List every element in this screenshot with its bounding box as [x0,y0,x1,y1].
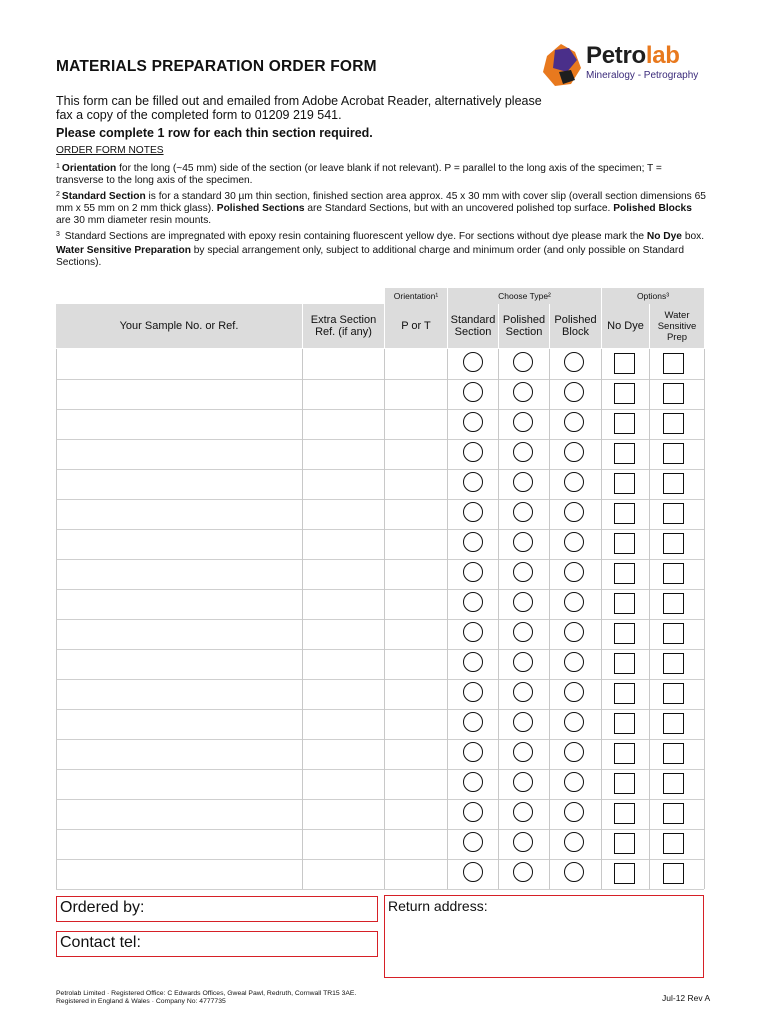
note-2-marker: 2 [56,191,60,198]
extra-section-ref-cell[interactable] [303,349,384,379]
table-row [56,559,704,590]
polished-section-radio[interactable] [513,382,533,402]
logo-wordmark [586,42,680,70]
no-dye-checkbox[interactable] [614,653,635,674]
polished-block-radio[interactable] [564,442,584,462]
no-dye-checkbox[interactable] [614,863,635,884]
standard-section-radio[interactable] [463,532,483,552]
p-or-t-cell[interactable] [385,499,447,529]
no-dye-checkbox[interactable] [614,533,635,554]
p-or-t-cell[interactable] [385,349,447,379]
polished-block-radio[interactable] [564,352,584,372]
note-section-types [56,189,706,227]
header-extra-section-ref: Extra Section Ref. (if any) [303,304,384,348]
standard-section-radio[interactable] [463,502,483,522]
note-2-text-3: are 30 mm diameter resin mounts. [56,215,212,226]
note-1-marker: 1 [56,163,60,170]
polished-block-radio[interactable] [564,742,584,762]
p-or-t-cell[interactable] [385,379,447,409]
polished-section-radio[interactable] [513,502,533,522]
water-sensitive-checkbox[interactable] [663,803,684,824]
sample-ref-cell[interactable] [56,829,302,859]
water-sensitive-checkbox[interactable] [663,413,684,434]
sample-ref-cell[interactable] [56,349,302,379]
table-row [56,709,704,740]
p-or-t-cell[interactable] [385,769,447,799]
table-row [56,409,704,440]
no-dye-checkbox[interactable] [614,773,635,794]
column-divider [549,349,550,889]
p-or-t-cell[interactable] [385,559,447,589]
sample-ref-cell[interactable] [56,649,302,679]
column-divider [447,349,448,889]
sample-ref-cell[interactable] [56,799,302,829]
note-4-text: by special arrangement only, subject to additional charge and minimum order (and only possible on Standard Sections). [56,245,684,268]
logo-tagline: Mineralogy - Petrography [586,70,699,81]
note-water-sensitive [56,245,706,269]
polished-section-radio[interactable] [513,862,533,882]
standard-section-radio[interactable] [463,562,483,582]
p-or-t-cell[interactable] [385,709,447,739]
table-row [56,439,704,470]
column-divider [601,349,602,889]
polished-block-radio[interactable] [564,862,584,882]
revision-label: Jul-12 Rev A [662,993,711,1003]
water-sensitive-checkbox[interactable] [663,623,684,644]
column-divider [704,349,705,889]
intro-line-1: This form can be filled out and emailed from Adobe Acrobat Reader, alternatively please [56,94,542,108]
standard-section-radio[interactable] [463,622,483,642]
water-sensitive-checkbox[interactable] [663,533,684,554]
sample-ref-cell[interactable] [56,709,302,739]
standard-section-radio[interactable] [463,352,483,372]
extra-section-ref-cell[interactable] [303,799,384,829]
p-or-t-cell[interactable] [385,739,447,769]
polished-block-radio[interactable] [564,832,584,852]
polished-section-radio[interactable] [513,442,533,462]
table-row [56,799,704,830]
polished-section-radio[interactable] [513,742,533,762]
table-row [56,619,704,650]
sample-ref-cell[interactable] [56,559,302,589]
no-dye-checkbox[interactable] [614,593,635,614]
sample-ref-cell[interactable] [56,679,302,709]
column-divider [649,349,650,889]
table-row [56,379,704,410]
standard-section-radio[interactable] [463,472,483,492]
table-row [56,769,704,800]
petrolab-logo [541,42,711,88]
extra-section-ref-cell[interactable] [303,619,384,649]
header-polished-section: Polished Section [499,304,549,348]
footer-line-2: Registered in England & Wales · Company No: 4777735 [56,998,226,1005]
sample-ref-cell[interactable] [56,379,302,409]
intro-text [56,94,616,122]
group-options: Options³ [602,288,704,304]
no-dye-checkbox[interactable] [614,473,635,494]
polished-section-radio[interactable] [513,412,533,432]
water-sensitive-checkbox[interactable] [663,353,684,374]
no-dye-checkbox[interactable] [614,683,635,704]
polished-block-radio[interactable] [564,592,584,612]
polished-section-radio[interactable] [513,652,533,672]
p-or-t-cell[interactable] [385,859,447,889]
ordered-by-label: Ordered by: [60,899,145,916]
header-standard-section: Standard Section [448,304,498,348]
p-or-t-cell[interactable] [385,439,447,469]
water-sensitive-checkbox[interactable] [663,683,684,704]
polished-block-radio[interactable] [564,412,584,432]
intro-line-2: fax a copy of the completed form to 01209 219 541. [56,108,342,122]
extra-section-ref-cell[interactable] [303,649,384,679]
polished-section-radio[interactable] [513,592,533,612]
no-dye-checkbox[interactable] [614,743,635,764]
polished-section-radio[interactable] [513,802,533,822]
extra-section-ref-cell[interactable] [303,859,384,889]
extra-section-ref-cell[interactable] [303,769,384,799]
extra-section-ref-cell[interactable] [303,379,384,409]
no-dye-checkbox[interactable] [614,803,635,824]
extra-section-ref-cell[interactable] [303,439,384,469]
extra-section-ref-cell[interactable] [303,469,384,499]
return-address-field[interactable] [384,895,704,978]
p-or-t-cell[interactable] [385,679,447,709]
order-form-notes [56,145,706,271]
water-sensitive-checkbox[interactable] [663,563,684,584]
polished-block-radio[interactable] [564,472,584,492]
note-2-text: is for a standard 30 µm thin section, finished section area approx. 45 x 30 mm with cover slip (overall section dimensions 65 mm x 55 mm on 2 mm thick glass). [56,191,706,214]
footer-line-1: Petrolab Limited · Registered Office: C Edwards Offices, Gweal Pawl, Redruth, Cornwall TR15 3AE. [56,990,357,997]
no-dye-checkbox[interactable] [614,713,635,734]
note-1-term: Orientation [61,163,117,174]
extra-section-ref-cell[interactable] [303,589,384,619]
note-2-term-3: Polished Blocks [613,203,692,214]
polished-section-radio[interactable] [513,352,533,372]
p-or-t-cell[interactable] [385,799,447,829]
polished-block-radio[interactable] [564,622,584,642]
extra-section-ref-cell[interactable] [303,829,384,859]
water-sensitive-checkbox[interactable] [663,833,684,854]
water-sensitive-checkbox[interactable] [663,443,684,464]
p-or-t-cell[interactable] [385,589,447,619]
sample-ref-cell[interactable] [56,499,302,529]
table-row [56,679,704,710]
note-dye [56,229,706,243]
note-3-text-2: box. [681,231,705,242]
note-1-text: for the long (~45 mm) side of the section (or leave blank if not relevant). P = parallel to the long axis of the specimen; T = transverse to the long axis of the specimen. [56,163,662,186]
note-2-text-2: are Standard Sections, but with an uncovered polished top surface. [304,203,614,214]
polished-block-radio[interactable] [564,802,584,822]
header-polished-block: Polished Block [550,304,601,348]
no-dye-checkbox[interactable] [614,443,635,464]
note-2-term: Standard Section [61,191,146,202]
note-3-text: Standard Sections are impregnated with epoxy resin containing fluorescent yellow dye. For sections without dye please mark the [61,231,647,242]
column-divider [498,349,499,889]
water-sensitive-checkbox[interactable] [663,653,684,674]
polished-section-radio[interactable] [513,772,533,792]
no-dye-checkbox[interactable] [614,503,635,524]
standard-section-radio[interactable] [463,412,483,432]
logo-word-main: Petro [586,42,646,69]
return-address-label: Return address: [388,898,488,914]
p-or-t-cell[interactable] [385,409,447,439]
water-sensitive-checkbox[interactable] [663,503,684,524]
polished-section-radio[interactable] [513,682,533,702]
polished-block-radio[interactable] [564,772,584,792]
no-dye-checkbox[interactable] [614,383,635,404]
header-no-dye: No Dye [602,304,649,348]
table-row [56,829,704,860]
p-or-t-cell[interactable] [385,469,447,499]
water-sensitive-checkbox[interactable] [663,743,684,764]
header-water-sensitive: Water Sensitive Prep [650,304,704,348]
header-sample-ref: Your Sample No. or Ref. [56,304,302,348]
polished-block-radio[interactable] [564,502,584,522]
table-row [56,499,704,530]
standard-section-radio[interactable] [463,802,483,822]
water-sensitive-checkbox[interactable] [663,863,684,884]
sample-ref-cell[interactable] [56,739,302,769]
extra-section-ref-cell[interactable] [303,559,384,589]
standard-section-radio[interactable] [463,712,483,732]
column-divider [56,349,57,889]
no-dye-checkbox[interactable] [614,623,635,644]
water-sensitive-checkbox[interactable] [663,383,684,404]
polished-block-radio[interactable] [564,712,584,732]
instruction-text: Please complete 1 row for each thin section required. [56,126,373,140]
ordered-by-field[interactable] [56,896,378,922]
note-2-term-2: Polished Sections [216,203,305,214]
standard-section-radio[interactable] [463,652,483,672]
table-row [56,649,704,680]
polished-section-radio[interactable] [513,832,533,852]
extra-section-ref-cell[interactable] [303,739,384,769]
table-row [56,529,704,560]
table-row [56,739,704,770]
polished-block-radio[interactable] [564,382,584,402]
sample-ref-cell[interactable] [56,409,302,439]
p-or-t-cell[interactable] [385,619,447,649]
logo-mark-icon [541,42,585,88]
polished-block-radio[interactable] [564,532,584,552]
note-3-marker: 3 [56,231,60,238]
standard-section-radio[interactable] [463,382,483,402]
standard-section-radio[interactable] [463,682,483,702]
table-row [56,469,704,500]
no-dye-checkbox[interactable] [614,833,635,854]
sample-ref-cell[interactable] [56,589,302,619]
extra-section-ref-cell[interactable] [303,679,384,709]
polished-section-radio[interactable] [513,622,533,642]
p-or-t-cell[interactable] [385,649,447,679]
sample-ref-cell[interactable] [56,439,302,469]
standard-section-radio[interactable] [463,862,483,882]
header-p-or-t: P or T [385,304,447,348]
p-or-t-cell[interactable] [385,829,447,859]
p-or-t-cell[interactable] [385,529,447,559]
sample-ref-cell[interactable] [56,769,302,799]
sample-ref-cell[interactable] [56,529,302,559]
contact-tel-field[interactable] [56,931,378,957]
no-dye-checkbox[interactable] [614,353,635,374]
polished-section-radio[interactable] [513,712,533,732]
table-row [56,349,704,380]
standard-section-radio[interactable] [463,772,483,792]
water-sensitive-checkbox[interactable] [663,593,684,614]
footer-legal [56,990,356,1006]
column-divider [384,349,385,889]
polished-section-radio[interactable] [513,532,533,552]
water-sensitive-checkbox[interactable] [663,773,684,794]
group-orientation: Orientation¹ [385,288,447,304]
water-sensitive-checkbox[interactable] [663,713,684,734]
extra-section-ref-cell[interactable] [303,499,384,529]
sample-ref-cell[interactable] [56,469,302,499]
table-row [56,859,704,890]
polished-section-radio[interactable] [513,472,533,492]
extra-section-ref-cell[interactable] [303,529,384,559]
extra-section-ref-cell[interactable] [303,409,384,439]
note-orientation [56,161,706,187]
no-dye-checkbox[interactable] [614,563,635,584]
water-sensitive-checkbox[interactable] [663,473,684,494]
form-title: MATERIALS PREPARATION ORDER FORM [56,58,377,75]
sample-ref-cell[interactable] [56,859,302,889]
logo-word-accent: lab [645,42,680,69]
polished-block-radio[interactable] [564,652,584,672]
polished-block-radio[interactable] [564,682,584,702]
group-choose-type: Choose Type² [448,288,601,304]
polished-section-radio[interactable] [513,562,533,582]
column-divider [302,349,303,889]
table-row [56,589,704,620]
notes-heading: ORDER FORM NOTES [56,145,164,156]
standard-section-radio[interactable] [463,742,483,762]
extra-section-ref-cell[interactable] [303,709,384,739]
no-dye-checkbox[interactable] [614,413,635,434]
standard-section-radio[interactable] [463,832,483,852]
note-4-term: Water Sensitive Preparation [56,245,191,256]
standard-section-radio[interactable] [463,442,483,462]
standard-section-radio[interactable] [463,592,483,612]
note-3-term: No Dye [646,231,682,242]
polished-block-radio[interactable] [564,562,584,582]
contact-tel-label: Contact tel: [60,934,141,951]
sample-ref-cell[interactable] [56,619,302,649]
